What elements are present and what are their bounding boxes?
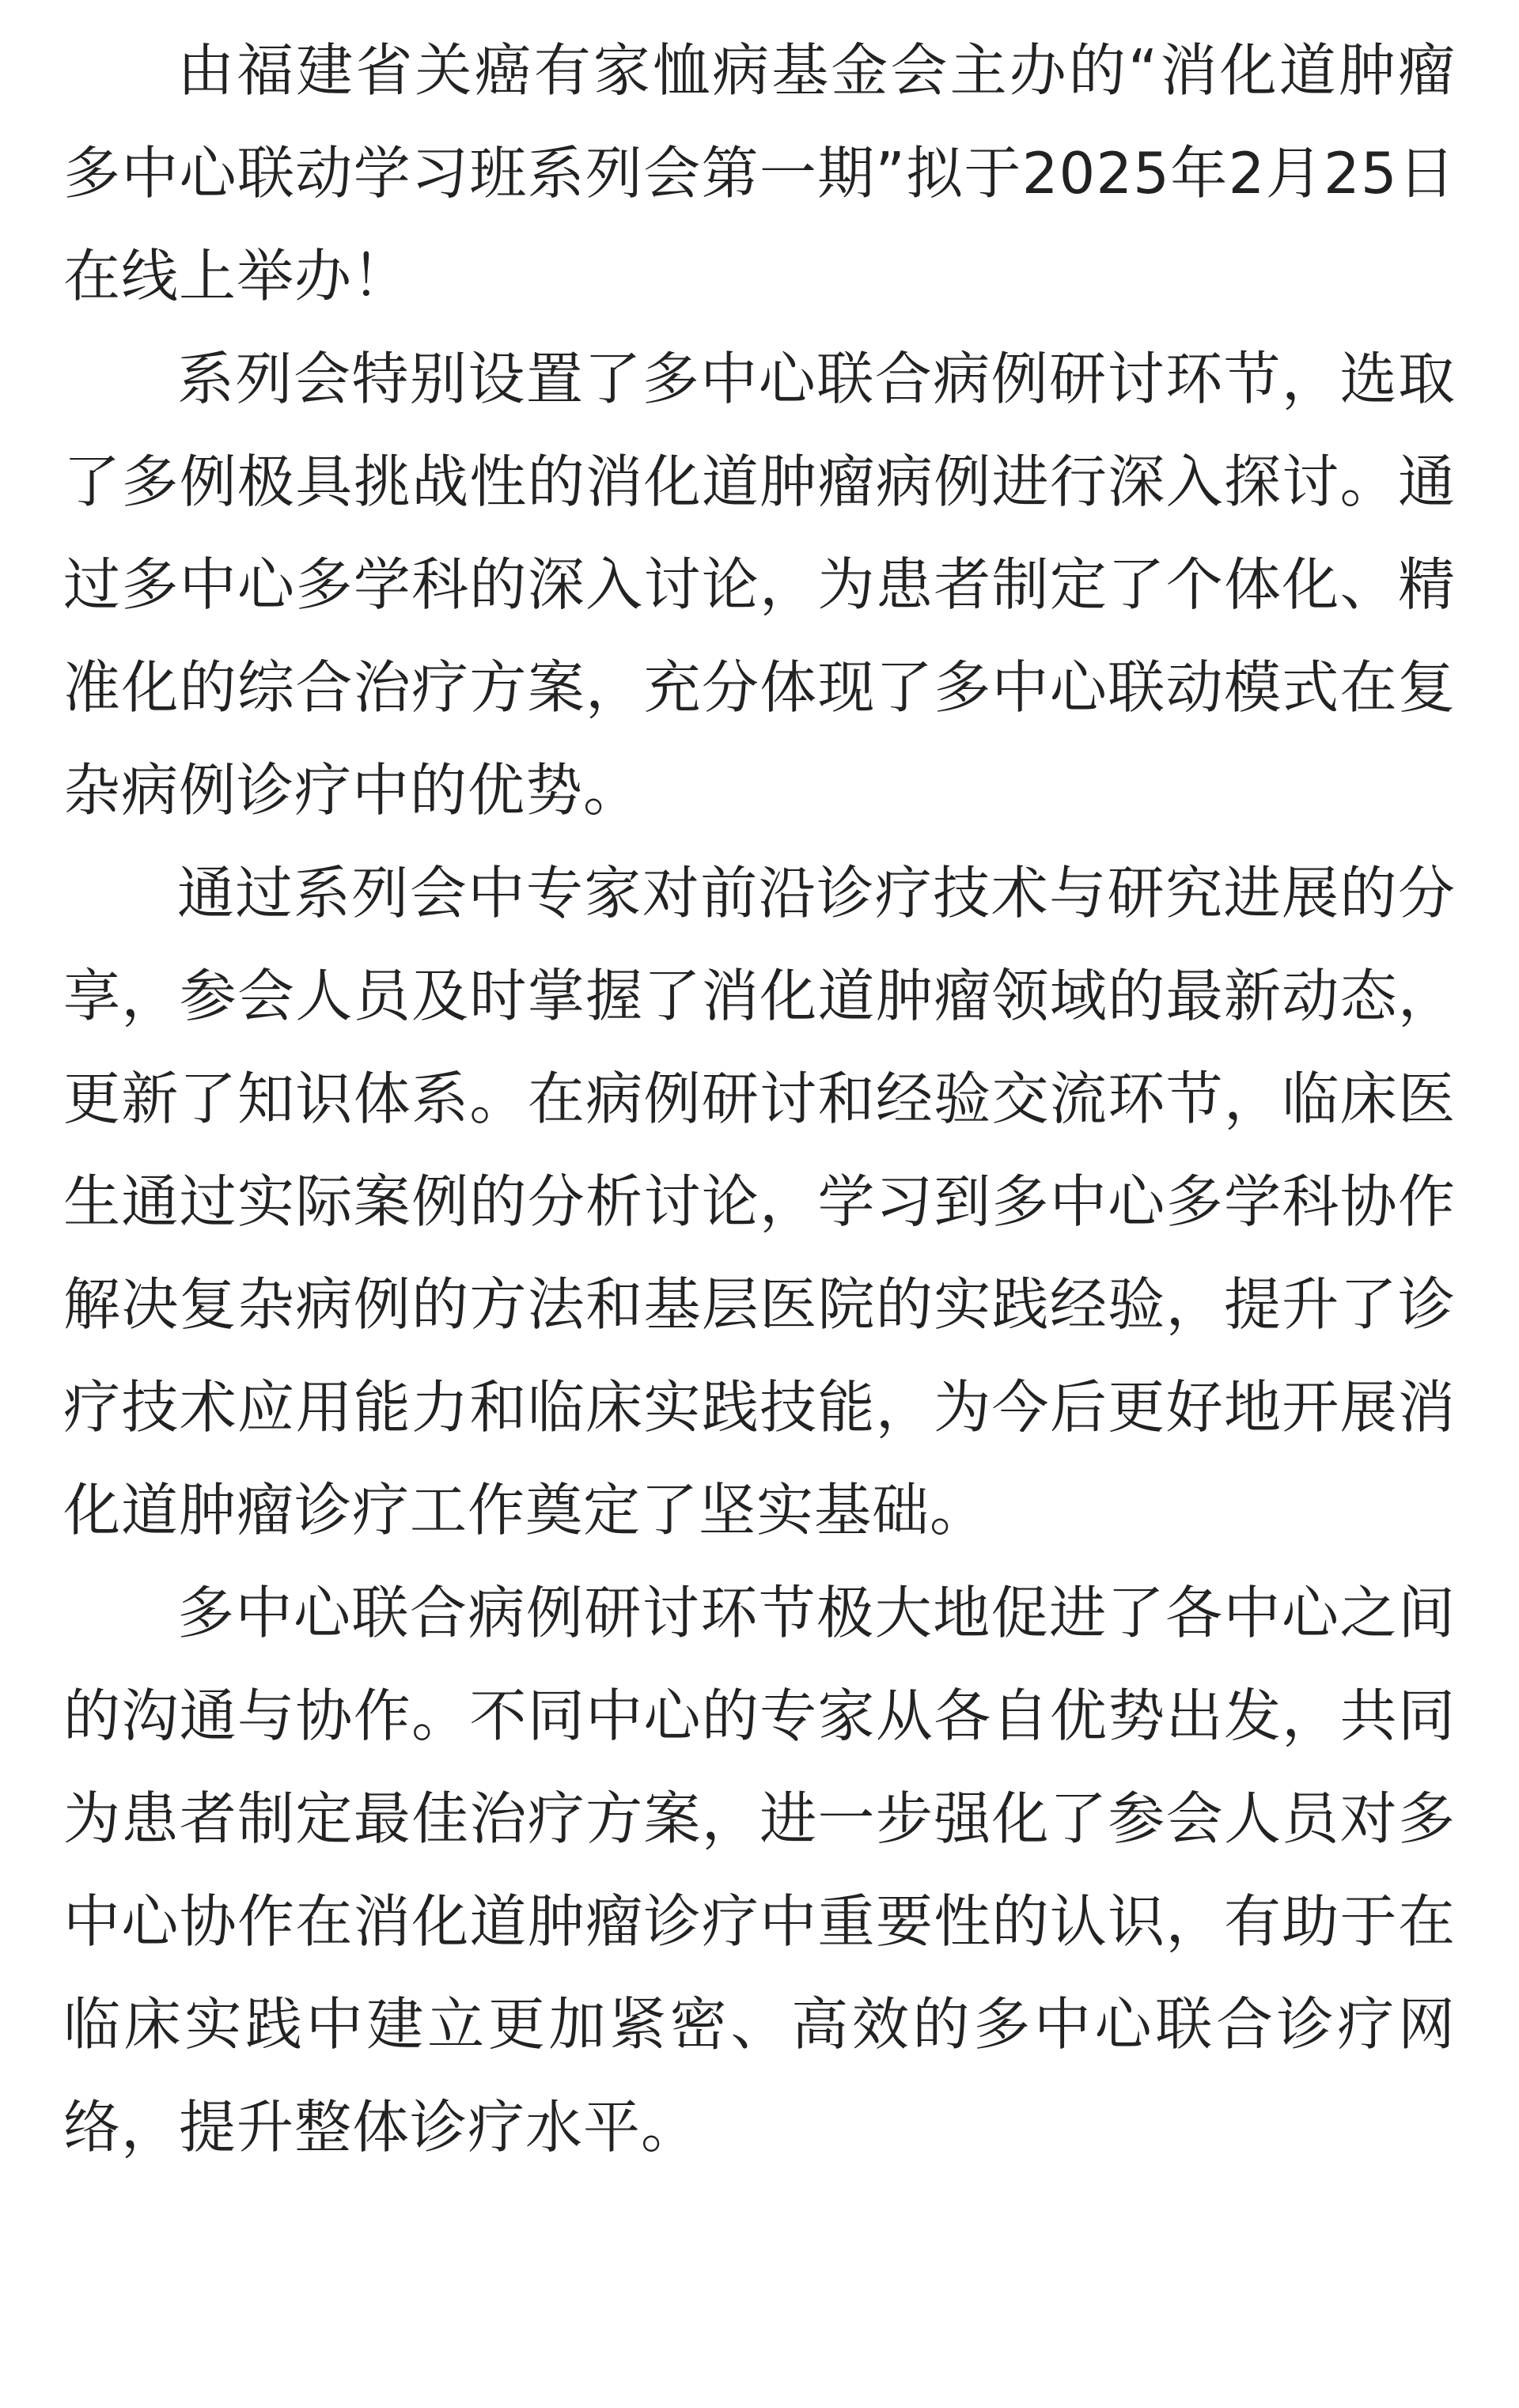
paragraph-event-announcement: 由福建省关癌有家恤病基金会主办的“消化道肿瘤多中心联动学习班系列会第一期”拟于2025年2月25日在线上举办！	[63, 37, 1456, 309]
paragraph-case-discussion: 系列会特别设置了多中心联合病例研讨环节，选取了多例极具挑战性的消化道肿瘤病例进行深入探讨。通过多中心多学科的深入讨论，为患者制定了个体化、精准化的综合治疗方案，充分体现了多中心联动模式在复杂病例诊疗中的优势。	[63, 346, 1456, 823]
paragraph-expert-sharing: 通过系列会中专家对前沿诊疗技术与研究进展的分享，参会人员及时掌握了消化道肿瘤领域的最新动态，更新了知识体系。在病例研讨和经验交流环节，临床医生通过实际案例的分析讨论，学习到多中心多学科协作解决复杂病例的方法和基层医院的实践经验，提升了诊疗技术应用能力和临床实践技能，为今后更好地开展消化道肿瘤诊疗工作奠定了坚实基础。	[63, 860, 1456, 1543]
paragraph-collaboration: 多中心联合病例研讨环节极大地促进了各中心之间的沟通与协作。不同中心的专家从各自优势出发，共同为患者制定最佳治疗方案，进一步强化了参会人员对多中心协作在消化道肿瘤诊疗中重要性的认识，有助于在临床实践中建立更加紧密、高效的多中心联合诊疗网络，提升整体诊疗水平。	[63, 1580, 1456, 2160]
